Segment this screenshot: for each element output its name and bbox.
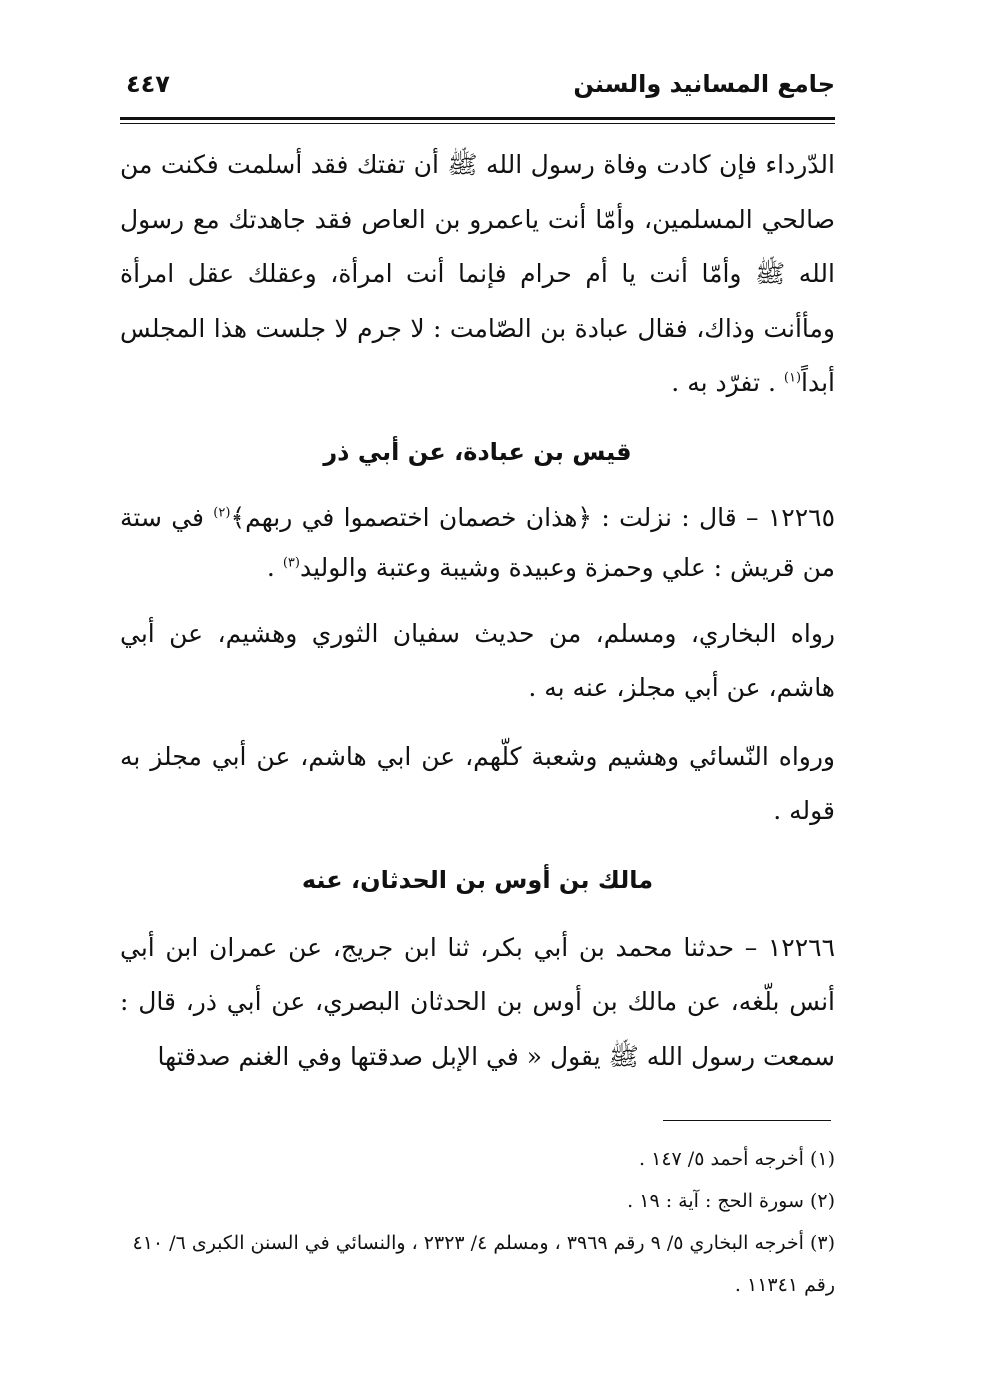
footnote-ref-1[interactable]: (١)	[783, 370, 802, 386]
page-number: ٤٤٧	[126, 70, 170, 98]
footnote-2: (٢) سورة الحج : آية : ١٩ .	[627, 1190, 835, 1212]
footnotes	[105, 1138, 835, 1306]
section-heading-qays: قيس بن عبادة، عن أبي ذر	[323, 437, 632, 466]
footnote-3: (٣) أخرجه البخاري ٥/ ٩ رقم ٣٩٦٩ ، ومسلم ٤/ ٢٣٢٣ ، والنسائي في السنن الكبرى ٦/ ٤١٠ رقم ١١٣٤١ .	[132, 1232, 835, 1296]
hadith-text-end: .	[266, 552, 283, 582]
paragraph-tail: . تفرّد به .	[671, 368, 784, 397]
page-header	[120, 70, 835, 114]
footnote-ref-3[interactable]: (٣)	[282, 555, 300, 571]
paragraph-continuation	[120, 138, 835, 411]
footnote-1: (١) أخرجه أحمد ٥/ ١٤٧ .	[639, 1148, 835, 1170]
section-heading-malik: مالك بن أوس بن الحدثان، عنه	[301, 865, 654, 894]
header-rule	[120, 117, 835, 124]
paragraph-bukhari: رواه البخاري، ومسلم، من حديث سفيان الثوري وهشيم، عن أبي هاشم، عن أبي مجلز، عنه به .	[120, 618, 835, 702]
footnote-ref-2[interactable]: (٢)	[213, 505, 231, 521]
hadith-12265	[120, 493, 835, 593]
hadith-12266: ١٢٢٦٦ – حدثنا محمد بن أبي بكر، ثنا ابن جريج، عن عمران ابن أبي أنس بلّغه، عن مالك بن أوس بن الحدثان البصري، عن أبي ذر، قال : سمعت رسول الله ﷺ يقول « في الإبل صدقتها وفي الغنم صدقتها	[120, 932, 835, 1071]
paragraph-nasai: ورواه النّسائي وهشيم وشعبة كلّهم، عن ابي هاشم، عن أبي مجلز به قوله .	[120, 741, 835, 825]
paragraph-text: الدّرداء فإن كادت وفاة رسول الله ﷺ أن تفتك فقد أسلمت فكنت من صالحي المسلمين، وأمّا أنت ياعمرو بن العاص فقد جاهدتك مع رسول الله ﷺ وأمّا أنت يا أم حرام فإنما أنت امرأة، وعقلك عقل امرأة ومأأنت وذاك، فقال عبادة بن الصّامت : لا جرم لا جلست هذا المجلس أبداً	[120, 150, 835, 397]
footnote-separator	[663, 1120, 831, 1121]
hadith-text: ١٢٢٦٥ – قال : نزلت : ﴿هذان خصمان اختصموا في ربهم﴾	[230, 502, 835, 532]
book-title: جامع المسانيد والسنن	[573, 70, 835, 98]
hadith-text-cont: في ستة من قريش : علي وحمزة وعبيدة وشيبة وعتبة والوليد	[120, 502, 835, 582]
main-text	[120, 138, 835, 1084]
